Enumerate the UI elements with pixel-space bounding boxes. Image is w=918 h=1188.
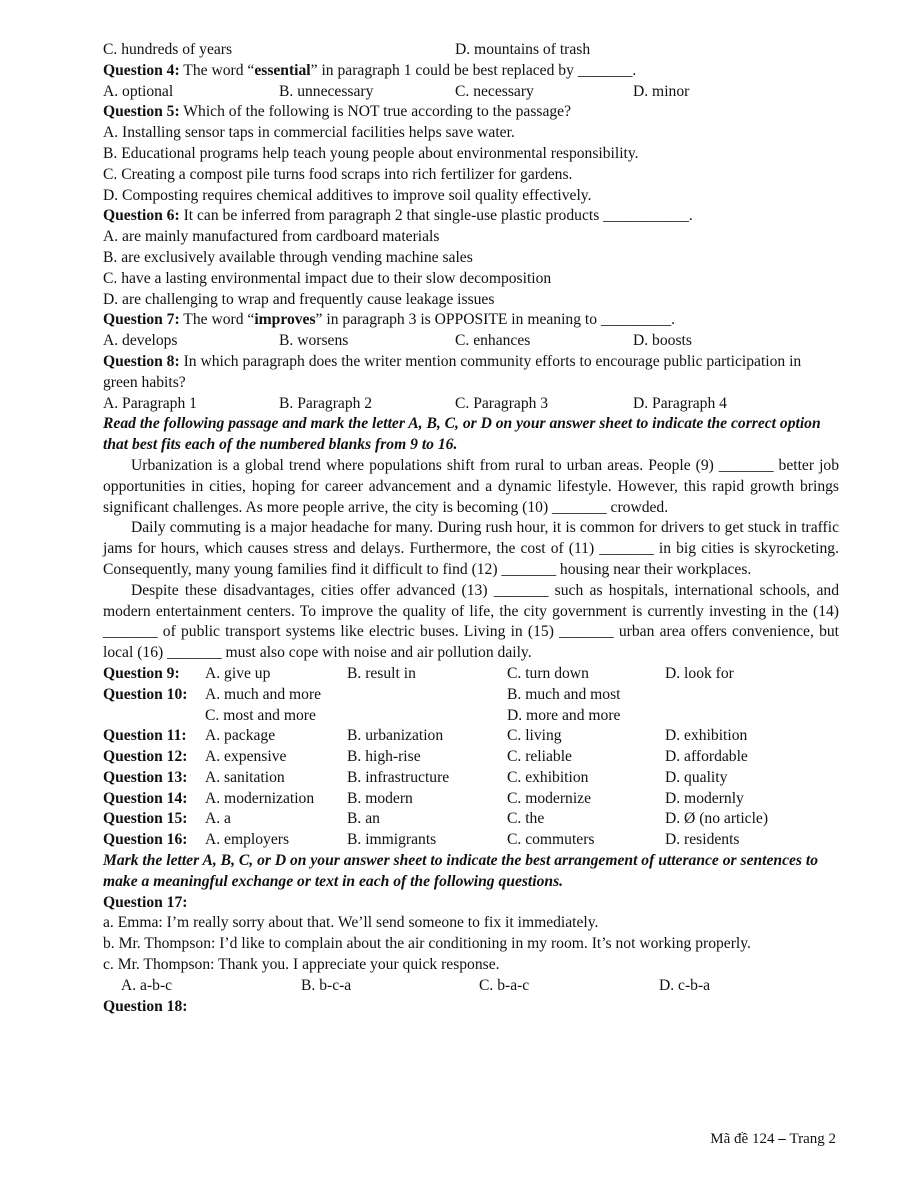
section-instruction: Mark the letter A, B, C, or D on your answer sheet to indicate the best arrangement of utterance or sentences to make a meaningful exchange or text in each of the following questions. — [103, 852, 819, 890]
question-14 — [103, 789, 839, 810]
question-7 — [103, 310, 839, 331]
option-c: C. living — [507, 727, 562, 745]
utterance-c: c. Mr. Thompson: Thank you. I appreciate your quick response. — [103, 956, 500, 974]
option-c: C. turn down — [507, 664, 589, 682]
question-17-options — [103, 976, 839, 997]
passage-paragraph-1: Urbanization is a global trend where populations shift from rural to urban areas. People (9) _______ better job opportunities in cities, hoping for career advancement and a dynamic lifestyle. However, this rapid growth brings significant challenges. As more people arrive, the city is becoming (10) _______ crowded. — [103, 456, 839, 516]
option-b: B. urbanization — [347, 727, 444, 745]
option-c: C. modernize — [507, 789, 592, 807]
question-9 — [103, 664, 839, 685]
question-text: It can be inferred from paragraph 2 that single-use plastic products ___________. — [179, 207, 693, 225]
question-label: Question 5: — [103, 103, 180, 121]
question-label: Question 13: — [103, 768, 188, 786]
keyword: improves — [254, 311, 316, 329]
option-b: B. immigrants — [347, 831, 437, 849]
option-a: A. optional — [103, 82, 174, 100]
question-text: The word “ — [179, 61, 255, 79]
option-a: A. modernization — [205, 789, 315, 807]
question-18-label — [103, 997, 839, 1018]
page-footer — [710, 1131, 836, 1148]
option-b: B. high-rise — [347, 748, 421, 766]
option-d: D. residents — [665, 831, 740, 849]
option-b: B. are exclusively available through vending machine sales — [103, 248, 473, 266]
option-d: D. look for — [665, 664, 734, 682]
question-5 — [103, 102, 839, 123]
question-15 — [103, 809, 839, 830]
option-d: D. Ø (no article) — [665, 810, 769, 828]
question-label: Question 9: — [103, 664, 180, 682]
question-text: ” in paragraph 1 could be best replaced by _______. — [310, 61, 637, 79]
option-a: A. a-b-c — [121, 976, 173, 994]
exam-page — [103, 40, 839, 1017]
passage-paragraph-2: Daily commuting is a major headache for many. During rush hour, it is common for drivers to get stuck in traffic jams for hours, which causes stress and delays. Furthermore, the cost of (11) _______ in big cities is skyrocketing. Consequently, many young families find it difficult to find (12) _______ housing near their workplaces. — [103, 519, 839, 578]
question-4 — [103, 61, 839, 82]
option-a: A. package — [205, 727, 276, 745]
option-a: A. Installing sensor taps in commercial facilities helps save water. — [103, 124, 515, 142]
option-a: A. much and more — [205, 685, 322, 703]
question-label: Question 7: — [103, 311, 180, 329]
question-6 — [103, 206, 839, 227]
option-d: D. more and more — [507, 706, 621, 724]
option-c: C. the — [507, 810, 545, 828]
q3-options-tail — [103, 40, 839, 61]
option-b: B. Educational programs help teach young people about environmental responsibility. — [103, 144, 639, 162]
utterance-a: a. Emma: I’m really sorry about that. We’ll send someone to fix it immediately. — [103, 914, 599, 932]
option-d: D. modernly — [665, 789, 744, 807]
option-d: D. exhibition — [665, 727, 748, 745]
option-a: A. expensive — [205, 748, 287, 766]
option-d: D. quality — [665, 768, 728, 786]
question-16 — [103, 830, 839, 851]
question-label: Question 18: — [103, 997, 188, 1015]
option-d: D. are challenging to wrap and frequently cause leakage issues — [103, 290, 495, 308]
section-instruction: Read the following passage and mark the letter A, B, C, or D on your answer sheet to indicate the correct option that best fits each of the numbered blanks from 9 to 16. — [103, 415, 821, 454]
option-d: D. c-b-a — [659, 976, 711, 994]
question-text: The word “ — [179, 311, 255, 329]
option-b: B. infrastructure — [347, 768, 450, 786]
question-label: Question 14: — [103, 789, 188, 807]
option-b: B. an — [347, 810, 380, 828]
question-8-options — [103, 394, 839, 415]
passage-paragraph-3: Despite these disadvantages, cities offer advanced (13) _______ such as hospitals, international schools, and modern entertainment centers. To improve the quality of life, the city government is currently investing in the (14) _______ of public transport systems like electric buses. Living in (15) _______ urban area offers convenience, but local (16) _______ must also cope with noise and air pollution daily. — [103, 581, 839, 662]
option-b: B. unnecessary — [279, 82, 374, 100]
option-d: D. boosts — [633, 332, 692, 350]
option-b: B. modern — [347, 789, 413, 807]
question-12 — [103, 747, 839, 768]
footer-dash: – — [774, 1131, 790, 1147]
option-a: A. employers — [205, 831, 290, 849]
option-c: C. Creating a compost pile turns food scraps into rich fertilizer for gardens. — [103, 165, 573, 183]
option-a: A. give up — [205, 664, 271, 682]
option-a: A. Paragraph 1 — [103, 394, 197, 412]
option-c: C. commuters — [507, 831, 595, 849]
question-10 — [103, 685, 839, 706]
question-label: Question 16: — [103, 831, 188, 849]
option-b: B. worsens — [279, 332, 349, 350]
option-a: A. a — [205, 810, 231, 828]
option-b: B. Paragraph 2 — [279, 394, 373, 412]
option-a: A. sanitation — [205, 768, 285, 786]
question-label: Question 12: — [103, 748, 188, 766]
option-c: C. Paragraph 3 — [455, 394, 549, 412]
question-text: ” in paragraph 3 is OPPOSITE in meaning to _________. — [315, 311, 676, 329]
option-b: B. much and most — [507, 685, 621, 703]
page-number: Trang 2 — [789, 1131, 836, 1147]
exam-code: Mã đề 124 — [710, 1131, 775, 1147]
question-text: Which of the following is NOT true according to the passage? — [179, 103, 572, 121]
option-c: C. have a lasting environmental impact due to their slow decomposition — [103, 269, 552, 287]
option-c: C. enhances — [455, 332, 531, 350]
option-c: C. most and more — [205, 706, 316, 724]
question-label: Question 8: — [103, 352, 180, 370]
option-c: C. exhibition — [507, 768, 589, 786]
option-b: B. result in — [347, 664, 416, 682]
question-text: In which paragraph does the writer mention community efforts to encourage public participation in green habits? — [103, 352, 802, 391]
question-label: Question 17: — [103, 893, 188, 911]
option-a: A. are mainly manufactured from cardboard materials — [103, 228, 440, 246]
question-label: Question 11: — [103, 727, 187, 745]
keyword: essential — [254, 61, 311, 79]
question-label: Question 10: — [103, 685, 188, 703]
option-b: B. b-c-a — [301, 976, 352, 994]
question-4-options — [103, 82, 839, 103]
option-d: D. affordable — [665, 748, 748, 766]
option-c: C. hundreds of years — [103, 41, 233, 58]
option-d: D. Paragraph 4 — [633, 394, 727, 412]
question-13 — [103, 768, 839, 789]
option-c: C. necessary — [455, 82, 534, 100]
question-11 — [103, 726, 839, 747]
question-label: Question 4: — [103, 61, 180, 79]
question-10-row-2 — [103, 706, 839, 727]
option-d: D. minor — [633, 82, 690, 100]
question-8 — [103, 352, 803, 394]
option-c: C. b-a-c — [479, 976, 530, 994]
question-17-label — [103, 893, 839, 914]
question-label: Question 6: — [103, 207, 180, 225]
option-d: D. mountains of trash — [455, 41, 591, 58]
option-c: C. reliable — [507, 748, 572, 766]
utterance-b: b. Mr. Thompson: I’d like to complain about the air conditioning in my room. It’s not working properly. — [103, 935, 751, 953]
question-7-options — [103, 331, 839, 352]
option-d: D. Composting requires chemical additives to improve soil quality effectively. — [103, 186, 592, 204]
option-a: A. develops — [103, 332, 178, 350]
question-label: Question 15: — [103, 810, 188, 828]
